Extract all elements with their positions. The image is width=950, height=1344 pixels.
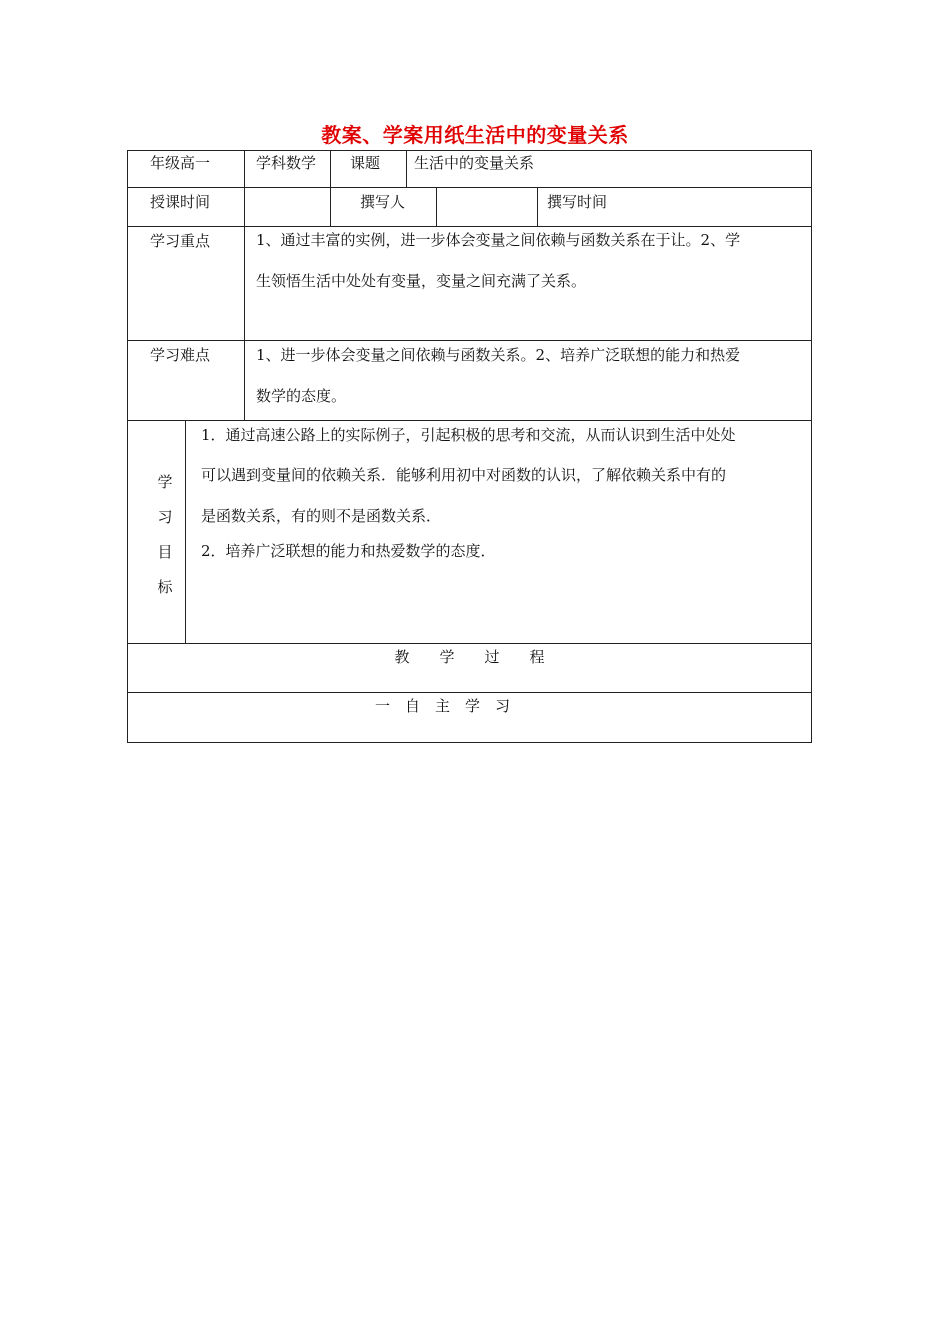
table-border-bottom [127, 742, 812, 743]
objectives-line-1: 1．通过高速公路上的实际例子，引起积极的思考和交流，从而认识到生活中处处 [201, 426, 736, 444]
table-col-divider [330, 150, 331, 187]
objectives-label-char: 习 [157, 508, 173, 526]
objectives-label [150, 465, 180, 605]
objectives-line-2: 可以遇到变量间的依赖关系．能够利用初中对函数的认识，了解依赖关系中有的 [201, 466, 727, 484]
self-study-heading: 一 自 主 学 习 [374, 697, 510, 715]
table-col-divider [406, 150, 407, 187]
topic-value: 生活中的变量关系 [414, 154, 535, 172]
objectives-line-4: 2．培养广泛联想的能力和热爱数学的态度． [201, 542, 496, 560]
table-row-divider [127, 692, 812, 693]
difficulties-line-1: 1、进一步体会变量之间依赖与函数关系。2、培养广泛联想的能力和热爱 [256, 346, 741, 364]
key-points-line-2: 生领悟生活中处处有变量，变量之间充满了关系。 [256, 272, 587, 290]
objectives-line-3: 是函数关系，有的则不是函数关系． [201, 507, 442, 525]
table-row-divider [127, 187, 812, 188]
table-col-divider [244, 187, 245, 226]
table-row-divider [127, 643, 812, 644]
subject-cell: 学科数学 [256, 154, 317, 172]
document-title: 教案、学案用纸生活中的变量关系 [321, 123, 629, 147]
write-time-label: 撰写时间 [547, 193, 608, 211]
objectives-label-char: 学 [157, 473, 173, 491]
author-label: 撰写人 [360, 193, 406, 211]
table-col-divider [244, 150, 245, 187]
objectives-label-char: 目 [157, 543, 173, 561]
difficulties-line-2: 数学的态度。 [256, 387, 347, 405]
difficulties-label: 学习难点 [150, 346, 211, 364]
teaching-process-heading: 教 学 过 程 [394, 648, 545, 666]
lesson-time-label: 授课时间 [150, 193, 211, 211]
table-border-top [127, 150, 812, 151]
table-col-divider [244, 226, 245, 420]
objectives-label-char: 标 [157, 578, 173, 596]
key-points-line-1: 1、通过丰富的实例，进一步体会变量之间依赖与函数关系在于让。2、学 [256, 231, 741, 249]
grade-cell: 年级高一 [150, 154, 211, 172]
topic-label: 课题 [350, 154, 381, 172]
table-col-divider [185, 420, 186, 643]
key-points-label: 学习重点 [150, 232, 211, 250]
